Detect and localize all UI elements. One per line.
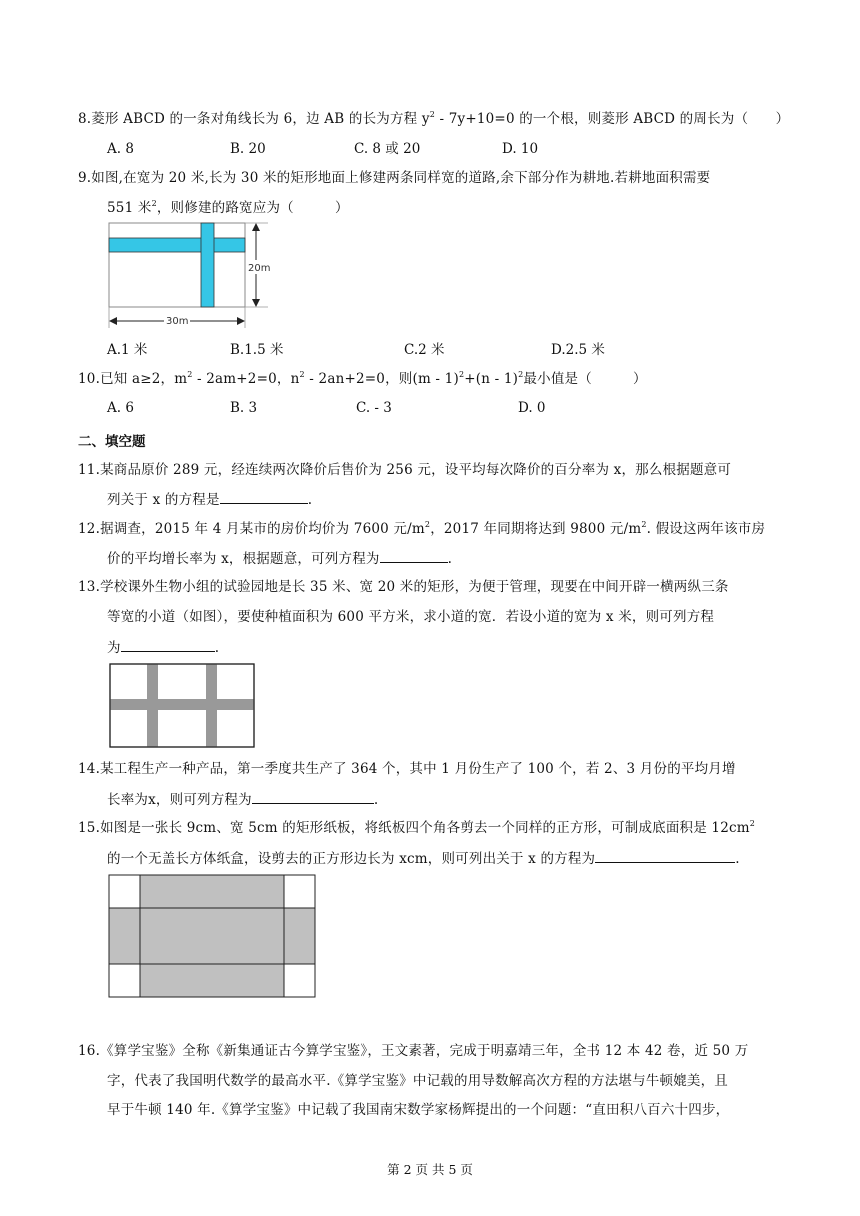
- q10-option-d: D. 0: [518, 400, 546, 416]
- q9-width-label: 30m: [166, 316, 189, 327]
- q11-stem-line1: 11.某商品原价 289 元，经连续两次降价后售价为 256 元，设平均每次降价的百分率为 x，那么根据题意可: [78, 462, 732, 478]
- q15-corner-top-right: [284, 875, 315, 908]
- q9-option-d: D.2.5 米: [551, 342, 605, 358]
- q16-stem-line2: 字，代表了我国明代数学的最高水平.《算学宝鉴》中记载的用导数解高次方程的方法堪与牛顿媲美，且: [107, 1073, 728, 1089]
- q13-vertical-path-1: [147, 664, 158, 747]
- q15-corner-bottom-right: [284, 964, 315, 997]
- q11-answer-blank[interactable]: [220, 489, 308, 504]
- q15-answer-blank[interactable]: [595, 848, 735, 863]
- q14-answer-blank[interactable]: [252, 789, 374, 804]
- q9-option-c: C.2 米: [404, 342, 445, 358]
- q9-vertical-road: [201, 223, 214, 307]
- q9-horizontal-road: [109, 238, 245, 252]
- q9-option-b: B.1.5 米: [230, 342, 284, 358]
- q10-stem: 10.已知 a≥2，$m^2 - 2am+2=0$，$n^2 - 2an+2=0$，则(m - 1)$^2$+(n - 1)$^2$最小值是（ ）: [78, 370, 647, 387]
- q9-option-a: A.1 米: [107, 342, 148, 358]
- q9-stem-line1: 9.如图,在宽为 20 米,长为 30 米的矩形地面上修建两条同样宽的道路,余下部分作为耕地.若耕地面积需要: [78, 170, 711, 186]
- section-title-fill-in: 二、填空题: [78, 434, 146, 450]
- q15-corner-bottom-left: [109, 964, 140, 997]
- q8-option-a: A. 8: [107, 141, 134, 157]
- q10-option-a: A. 6: [107, 400, 134, 416]
- q9-stem-line2: 551 米$^2$，则修建的路宽应为（ ）: [107, 199, 349, 216]
- q8-option-d: D. 10: [502, 141, 539, 157]
- page-footer: 第 2 页 共 5 页: [387, 1162, 473, 1177]
- q8-option-b: B. 20: [230, 141, 266, 157]
- q13-garden-figure: [109, 663, 257, 749]
- q13-stem-line1: 13.学校课外生物小组的试验园地是长 35 米、宽 20 米的矩形，为便于管理，现要在中间开辟一横两纵三条: [78, 579, 729, 595]
- q10-option-b: B. 3: [230, 400, 258, 416]
- q9-height-label: 20m: [248, 263, 271, 274]
- q12-stem-line2: 价的平均增长率为 x，根据题意，可列方程为 .: [107, 548, 452, 569]
- q13-stem-line3: 为 .: [107, 637, 219, 658]
- q15-corner-top-left: [109, 875, 140, 908]
- q11-stem-line2: 列关于 x 的方程是 .: [107, 489, 312, 510]
- q13-answer-blank[interactable]: [121, 637, 215, 652]
- q8-stem: 8.菱形 ABCD 的一条对角线长为 6，边 AB 的长为方程 $y^2 - 7y+10=0$ 的一个根，则菱形 ABCD 的周长为（ ）: [78, 110, 790, 127]
- q12-stem-line1: 12.据调查，2015 年 4 月某市的房价均价为 7600 元$/m^2$，2017 年同期将达到 9800 元$/m^2$. 假设这两年该市房: [78, 520, 766, 537]
- q8-option-c: C. 8 或 20: [354, 141, 421, 157]
- q15-cardboard-figure: [108, 874, 318, 1000]
- q13-stem-line2: 等宽的小道（如图），要使种植面积为 600 平方米，求小道的宽．若设小道的宽为 x 米，则可列方程: [107, 609, 715, 625]
- q9-field-rect: [109, 223, 245, 307]
- q12-answer-blank[interactable]: [380, 548, 448, 563]
- q13-vertical-path-2: [206, 664, 217, 747]
- q13-horizontal-path: [110, 699, 254, 710]
- q15-stem-line1: 15.如图是一张长 9cm、宽 5cm 的矩形纸板，将纸板四个角各剪去一个同样的正方形，可制成底面积是 $12cm^2$: [78, 819, 756, 836]
- q15-stem-line2: 的一个无盖长方体纸盒，设剪去的正方形边长为 xcm，则可列出关于 x 的方程为 .: [107, 848, 740, 869]
- q9-field-figure: [104, 220, 276, 334]
- q16-stem-line3: 早于牛顿 140 年.《算学宝鉴》中记载了我国南宋数学家杨辉提出的一个问题：“直田积八百六十四步，: [107, 1102, 730, 1118]
- q14-stem-line2: 长率为x，则可列方程为 .: [107, 789, 378, 810]
- q14-stem-line1: 14.某工程生产一种产品，第一季度共生产了 364 个，其中 1 月份生产了 100 个，若 2、3 月份的平均月增: [78, 761, 736, 777]
- q10-option-c: C. - 3: [356, 400, 392, 416]
- q16-stem-line1: 16.《算学宝鉴》全称《新集通证古今算学宝鉴》，王文素著，完成于明嘉靖三年，全书 12 本 42 卷，近 50 万: [78, 1043, 749, 1059]
